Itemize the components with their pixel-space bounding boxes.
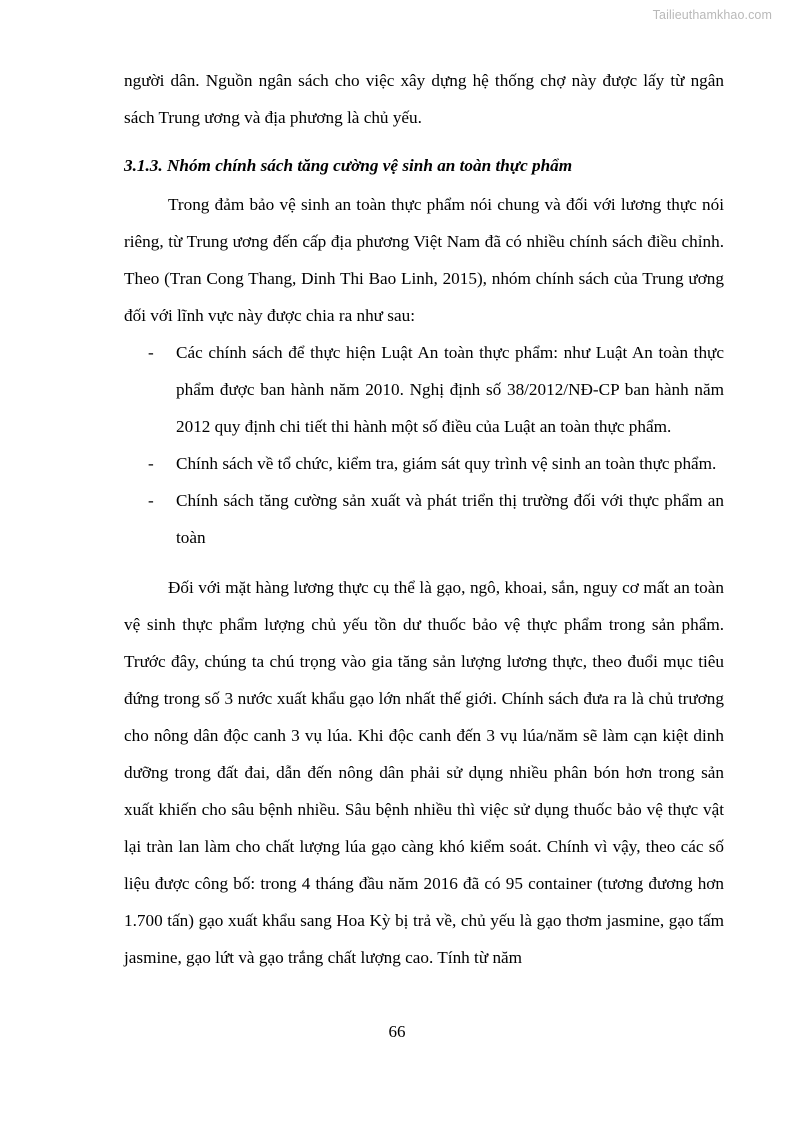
list-item xyxy=(124,334,724,445)
list-item xyxy=(124,482,724,556)
paragraph-continuation: người dân. Nguồn ngân sách cho việc xây dựng hệ thống chợ này được lấy từ ngân sách Trung ương và địa phương là chủ yếu. xyxy=(124,71,724,127)
list-item-text: Chính sách về tổ chức, kiểm tra, giám sát quy trình vệ sinh an toàn thực phẩm. xyxy=(176,454,717,473)
page-number: 66 xyxy=(388,1022,406,1041)
list-item-text: Chính sách tăng cường sản xuất và phát triển thị trường đối với thực phẩm an toàn xyxy=(176,491,724,547)
bullet-marker: - xyxy=(148,491,154,510)
bullet-marker: - xyxy=(148,343,154,362)
watermark-label: Tailieuthamkhao.com xyxy=(652,8,772,22)
list-item-text: Các chính sách để thực hiện Luật An toàn thực phẩm: như Luật An toàn thực phẩm được ban hành năm 2010. Nghị định số 38/2012/NĐ-CP ban hành năm 2012 quy định chi tiết thi hành một số điều của Luật an toàn thực phẩm. xyxy=(176,343,724,436)
list-item xyxy=(124,445,724,482)
paragraph-spacer xyxy=(124,556,724,569)
policy-bullet-list xyxy=(124,334,724,556)
paragraph-intro: Trong đảm bảo vệ sinh an toàn thực phẩm nói chung và đối với lương thực nói riêng, từ Trung ương đến cấp địa phương Việt Nam đã có nhiều chính sách điều chỉnh. Theo (Tran Cong Thang, Dinh Thi Bao Linh, 2015), nhóm chính sách của Trung ương đối với lĩnh vực này được chia ra như sau: xyxy=(124,195,724,325)
bullet-marker: - xyxy=(148,454,154,473)
paragraph-body: Đối với mặt hàng lương thực cụ thể là gạo, ngô, khoai, sắn, nguy cơ mất an toàn vệ sinh thực phẩm lượng chủ yếu tồn dư thuốc bảo vệ thực phẩm trong sản phẩm. Trước đây, chúng ta chú trọng vào gia tăng sản lượng lương thực, theo đuổi mục tiêu đứng trong số 3 nước xuất khẩu gạo lớn nhất thế giới. Chính sách đưa ra là chủ trương cho nông dân độc canh 3 vụ lúa. Khi độc canh đến 3 vụ lúa/năm sẽ làm cạn kiệt dinh dưỡng trong đất đai, dẫn đến nông dân phải sử dụng nhiều phân bón hơn trong sản xuất khiến cho sâu bệnh nhiều. Sâu bệnh nhiều thì việc sử dụng thuốc bảo vệ thực vật lại tràn lan làm cho chất lượng lúa gạo càng khó kiểm soát. Chính vì vậy, theo các số liệu được công bố: trong 4 tháng đầu năm 2016 đã có 95 container (tương đương hơn 1.700 tấn) gạo xuất khẩu sang Hoa Kỳ bị trả về, chủ yếu là gạo thơm jasmine, gạo tấm jasmine, gạo lứt và gạo trắng chất lượng cao. Tính từ năm xyxy=(124,578,724,967)
page-content xyxy=(124,62,724,976)
section-heading: 3.1.3. Nhóm chính sách tăng cường vệ sinh an toàn thực phẩm xyxy=(124,156,573,175)
